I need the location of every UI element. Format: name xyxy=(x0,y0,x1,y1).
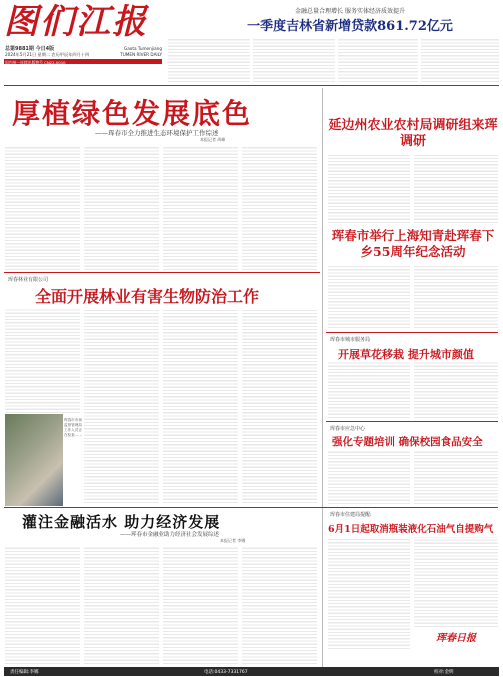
footer-editor: 责任编辑:李娜 xyxy=(10,670,39,675)
photo-caption: 珲春市市场监督管理局工作人员正在检查…… xyxy=(64,418,82,437)
story7-text-col1 xyxy=(328,537,410,649)
top-text-col1 xyxy=(168,38,250,82)
story8-byline: 本报记者 李娜 xyxy=(220,538,246,543)
paper-seal: 珲春日报 xyxy=(436,633,476,644)
lead-subhead: ——珲春市全力推进生态环境保护工作综述 xyxy=(95,129,219,137)
story2-rule xyxy=(4,272,320,273)
column-divider xyxy=(322,88,323,668)
story4-text-col1 xyxy=(328,264,410,328)
story7-kicker: 珲春市住建局提醒: xyxy=(330,512,372,518)
top-text-col3 xyxy=(338,38,418,82)
story5-rule xyxy=(326,332,498,333)
masthead-title: 图们江报 xyxy=(4,2,148,42)
story6-rule xyxy=(326,421,498,422)
top-text-col2 xyxy=(253,38,335,82)
footer-phone: 电话:0433-7331767 xyxy=(204,670,248,675)
story8-text-col4 xyxy=(242,547,317,664)
story8-text-col1 xyxy=(5,547,80,664)
footer-proofreader: 校对:金明 xyxy=(434,670,454,675)
story2-text-col4 xyxy=(242,308,317,503)
story8-text-col3 xyxy=(163,547,238,664)
masthead-pinyin: Gaota Tumenjiang TUMEN RIVER DAILY xyxy=(120,46,162,57)
section-rule xyxy=(4,85,499,86)
lead-text-col3 xyxy=(163,145,238,270)
story5-text-col2 xyxy=(414,362,498,418)
story2-headline: 全面开展林业有害生物防治工作 xyxy=(35,287,260,306)
news-photo xyxy=(5,414,63,506)
lower-rule xyxy=(4,507,498,508)
story4-headline: 珲春市举行上海知青赴珲春下乡55周年纪念活动 xyxy=(331,228,495,259)
story2-text-col3 xyxy=(163,308,238,503)
story2-text-col2 xyxy=(84,308,159,503)
lead-headline: 厚植绿色发展底色 xyxy=(12,97,253,130)
top-kicker: 金融总量合理增长 服务实体经济质效提升 xyxy=(295,8,405,15)
lead-byline: 本报记者 周峰 xyxy=(200,137,226,142)
story3-text-col1 xyxy=(328,155,410,223)
story7-text-col2 xyxy=(414,537,498,627)
top-text-col4 xyxy=(421,38,499,82)
story3-headline: 延边州农业农村局调研组来珲调研 xyxy=(328,118,498,149)
story6-headline: 强化专题培训 确保校园食品安全 xyxy=(332,436,483,448)
story5-text-col1 xyxy=(328,362,410,418)
story3-text-col2 xyxy=(414,155,498,223)
lead-text-col2 xyxy=(84,145,159,270)
top-headline: 一季度吉林省新增贷款861.72亿元 xyxy=(247,19,453,34)
story6-text-col2 xyxy=(414,450,498,504)
story2-text-col1 xyxy=(5,308,80,413)
story8-subhead: ——珲春市金融业助力经济社会发展综述 xyxy=(120,532,220,538)
issn-line: 国内统一连续出版物号 CN22-0010 xyxy=(5,60,66,65)
story8-headline: 灌注金融活水 助力经济发展 xyxy=(22,513,221,531)
lead-text-col4 xyxy=(242,145,317,270)
story4-text-col2 xyxy=(414,264,498,328)
lead-text-col1 xyxy=(5,145,80,270)
story5-headline: 开展草花移栽 提升城市颜值 xyxy=(338,348,474,361)
story8-text-col2 xyxy=(84,547,159,664)
story6-text-col1 xyxy=(328,450,410,504)
footer-bar xyxy=(4,667,499,676)
issue-info: 总第9881期 今日4版 2024年5月21日 星期二 农历甲辰年四月十四 xyxy=(5,46,90,57)
story6-kicker: 珲春市应急中心 xyxy=(330,426,366,432)
story2-kicker: 珲春林业有限公司 xyxy=(8,277,49,283)
story5-kicker: 珲春市城市服务局 xyxy=(330,337,371,343)
story7-headline: 6月1日起取消瓶装液化石油气自提购气 xyxy=(328,524,494,535)
